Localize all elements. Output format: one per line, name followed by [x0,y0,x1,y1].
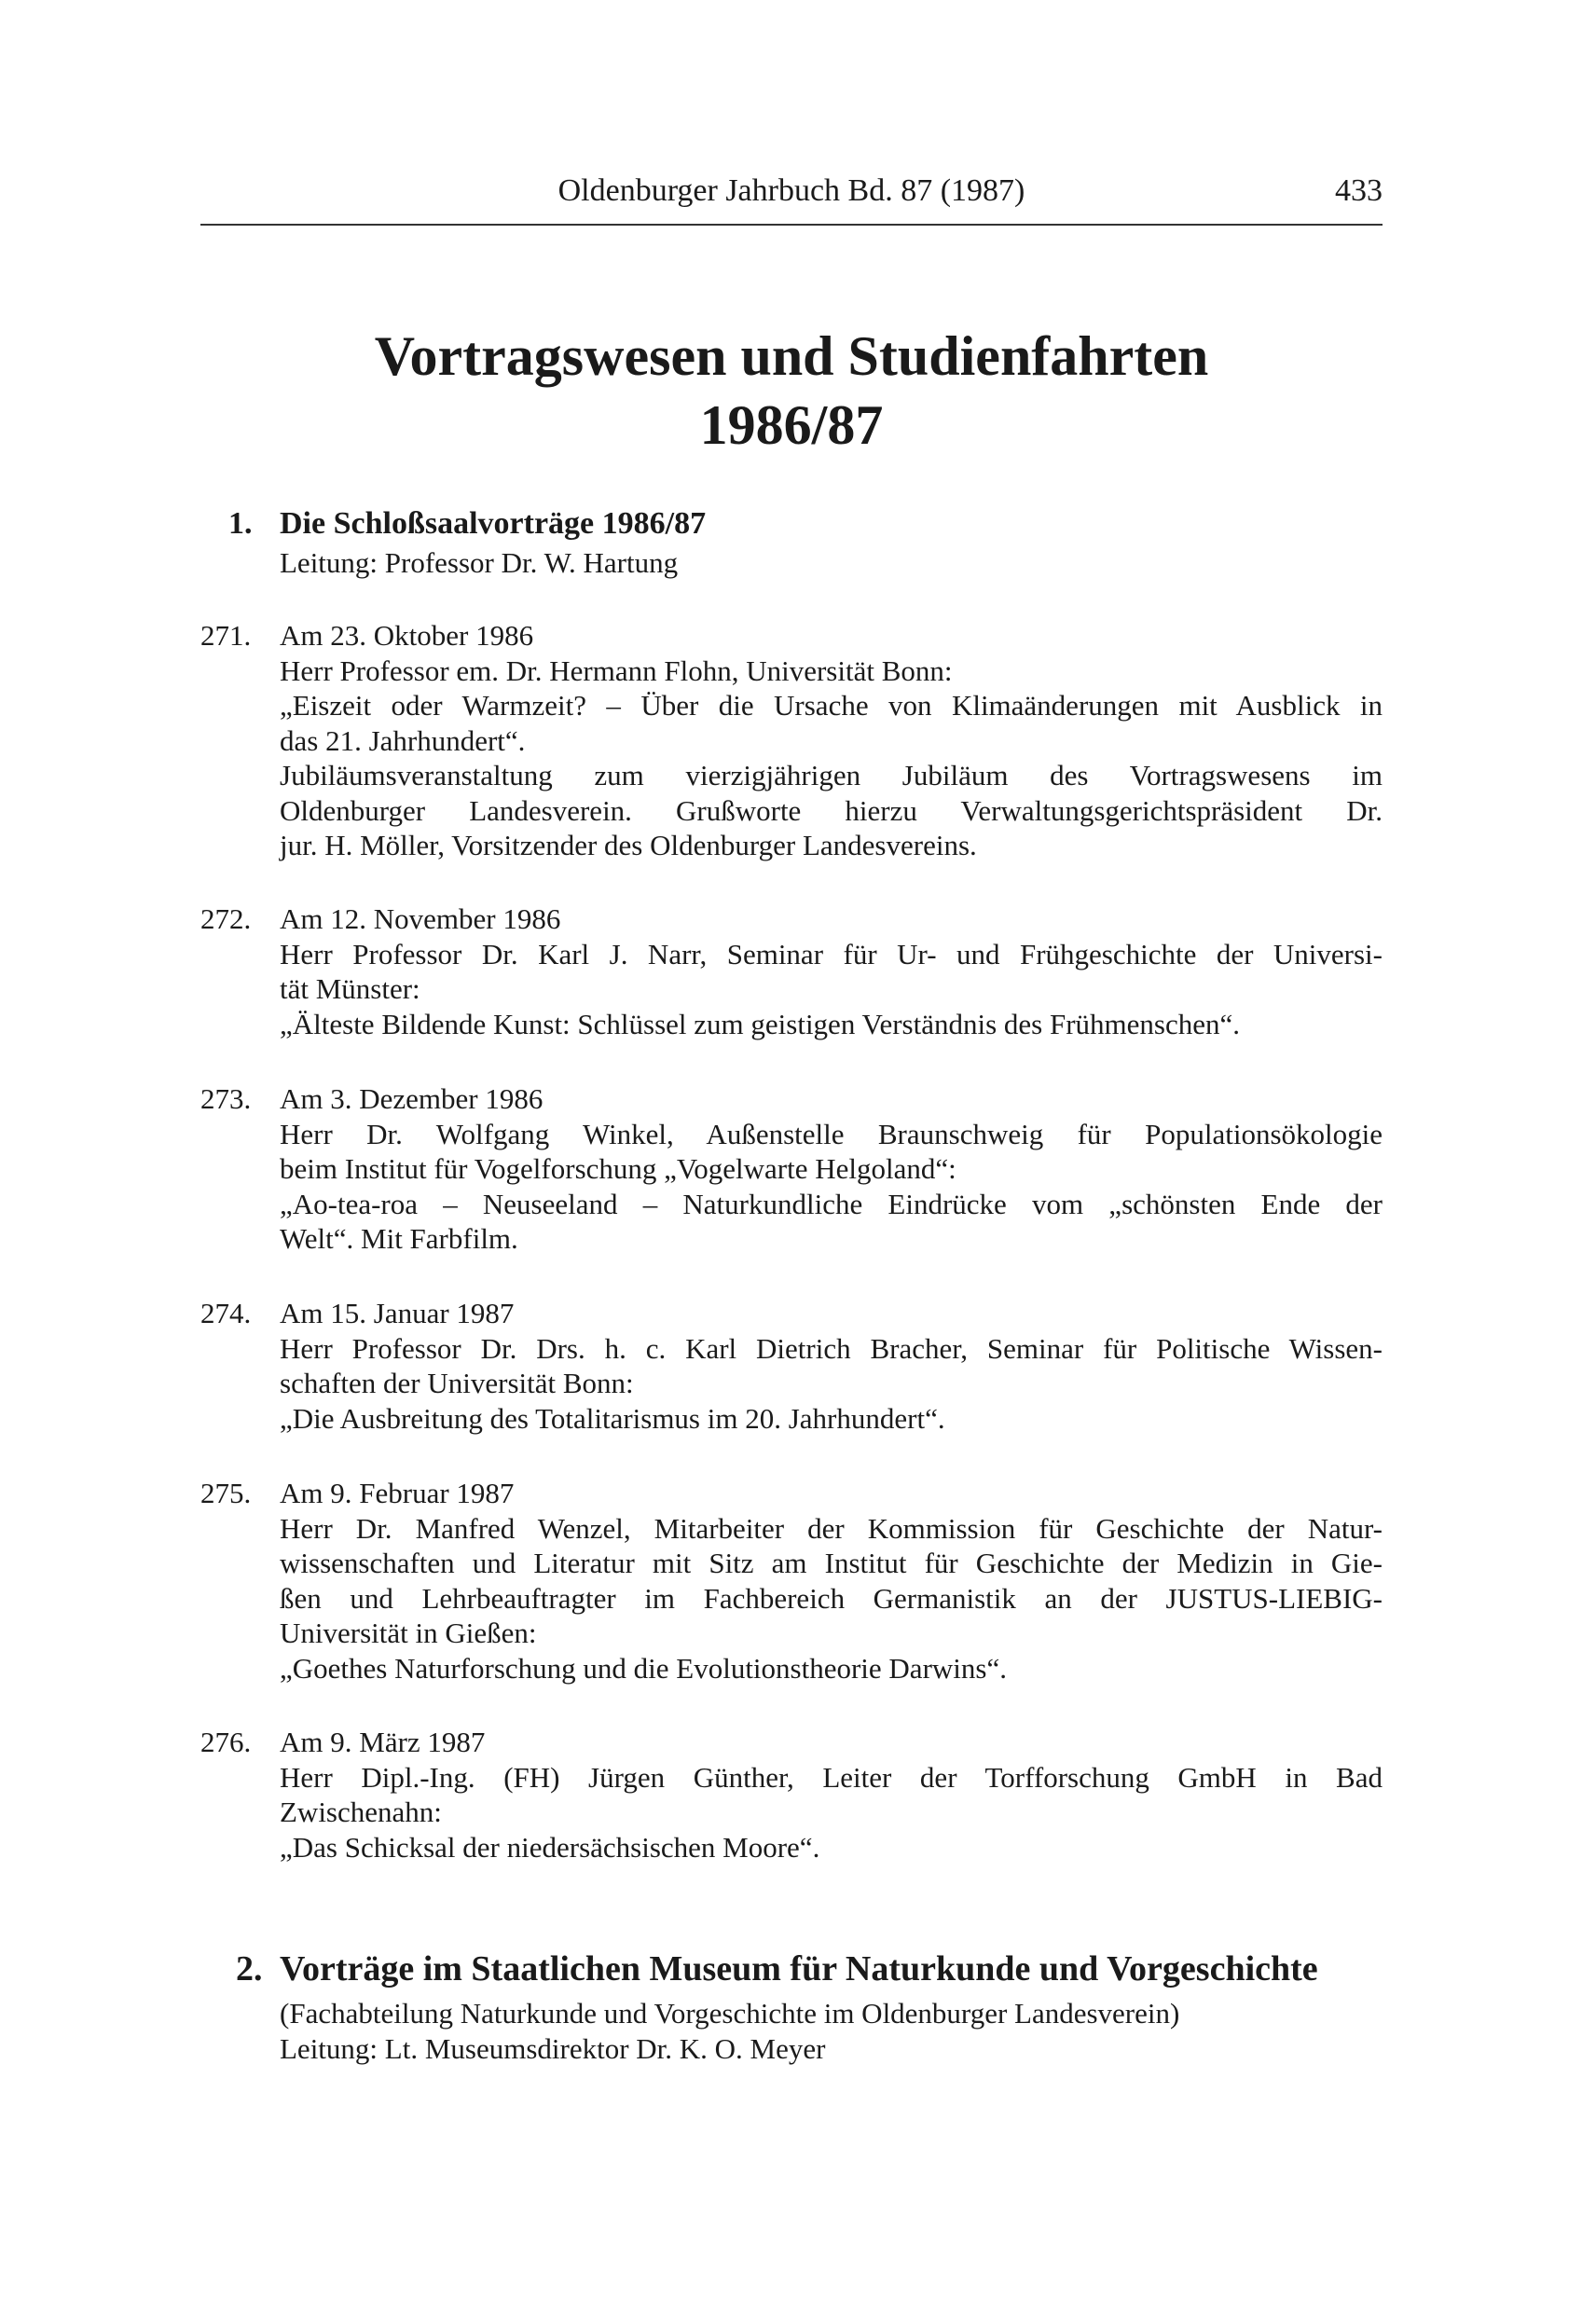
lecture-date: Am 23. Oktober 1986 [280,619,534,652]
lecture-number: 275. [200,1477,252,1509]
page-title-line-2: 1986/87 [699,394,884,456]
section-2-header [200,1948,1412,2079]
lecture-body [280,901,1383,1041]
lecture-text-line: „Älteste Bildende Kunst: Schlüssel zum geistigen Verständnis des Frühmenschen“. [280,1007,1241,1040]
lecture-text-line: „Eiszeit oder Warmzeit? – Über die Ursache von Klimaänderungen mit Ausblick in [280,689,1383,722]
lecture-text-line: Oldenburger Landesverein. Grußworte hierzu Verwaltungsgerichtspräsident Dr. [280,793,1383,827]
running-title: Oldenburger Jahrbuch Bd. 87 (1987) [557,173,1025,208]
lecture-entry-273 [200,1081,1383,1263]
section-number: 2. [236,1949,263,1989]
lecture-text-line: tät Münster: [280,972,420,1005]
running-head [200,173,1383,220]
lecture-text-line: Jubiläumsveranstaltung zum vierzigjährigen Jubiläum des Vortragswesens im [280,759,1383,791]
page-title-line-1: Vortragswesen und Studienfahrten [374,325,1209,387]
lecture-text-line: Herr Dr. Wolfgang Winkel, Außenstelle Braunschweig für Populationsökologie [280,1117,1383,1150]
lecture-entry-272 [200,901,1383,1051]
lecture-text-line: beim Institut für Vogelforschung „Vogelwarte Helgoland“: [280,1152,956,1185]
section-leitung: Leitung: Lt. Museumsdirektor Dr. K. O. Meyer [280,2032,826,2065]
section-subtitle: (Fachabteilung Naturkunde und Vorgeschichte im Oldenburger Landesverein) [280,1997,1180,2030]
lecture-number: 274. [200,1297,252,1329]
section-heading: Vorträge im Staatlichen Museum für Naturkunde und Vorgeschichte [280,1949,1318,1989]
lecture-text-line: das 21. Jahrhundert“. [280,723,526,757]
lecture-text-line: Herr Professor Dr. Karl J. Narr, Seminar für Ur- und Frühgeschichte der Universi- [280,937,1383,970]
lecture-text-line: Universität in Gießen: [280,1617,537,1649]
lecture-text-line: Herr Professor em. Dr. Hermann Flohn, Universität Bonn: [280,654,953,687]
lecture-text-line: Herr Dr. Manfred Wenzel, Mitarbeiter der Kommission für Geschichte der Natur- [280,1511,1383,1545]
lecture-text-line: schaften der Universität Bonn: [280,1367,634,1399]
lecture-text-line: Herr Dipl.-Ing. (FH) Jürgen Günther, Leiter der Torfforschung GmbH in Bad [280,1760,1383,1794]
page-number: 433 [1335,173,1383,208]
lecture-number: 271. [200,619,252,652]
lecture-text-line: jur. H. Möller, Vorsitzender des Oldenburger Landesvereins. [280,829,977,861]
section-heading: Die Schloßsaalvorträge 1986/87 [280,506,707,541]
lecture-date: Am 12. November 1986 [280,902,561,935]
section-leitung: Leitung: Professor Dr. W. Hartung [280,546,679,579]
lecture-text-line: Welt“. Mit Farbfilm. [280,1222,518,1255]
lecture-number: 272. [200,902,252,935]
lecture-text-line: „Goethes Naturforschung und die Evolutionstheorie Darwins“. [280,1651,1007,1685]
lecture-text-line: Zwischenahn: [280,1796,442,1828]
lecture-entry-274 [200,1296,1383,1445]
lecture-text-line: „Die Ausbreitung des Totalitarismus im 20. Jahrhundert“. [280,1401,945,1435]
lecture-text-line: „Das Schicksal der niedersächsischen Moore“. [280,1830,820,1864]
lecture-date: Am 15. Januar 1987 [280,1297,515,1329]
lecture-date: Am 3. Dezember 1986 [280,1082,543,1115]
lecture-text-line: wissenschaften und Literatur mit Sitz am Institut für Geschichte der Medizin in Gie- [280,1547,1383,1579]
lecture-body [280,618,1383,863]
lecture-entry-276 [200,1725,1383,1874]
lecture-body [280,1476,1383,1686]
lecture-entry-275 [200,1476,1383,1695]
lecture-date: Am 9. März 1987 [280,1726,486,1758]
lecture-body [280,1725,1383,1865]
header-rule [200,224,1383,226]
lecture-text-line: ßen und Lehrbeauftragter im Fachbereich Germanistik an der JUSTUS-LIEBIG- [280,1581,1383,1615]
section-1-header [200,506,1412,590]
lecture-body [280,1296,1383,1436]
lecture-number: 276. [200,1726,252,1758]
section-number: 1. [228,506,253,541]
lecture-body [280,1081,1383,1257]
lecture-number: 273. [200,1082,252,1115]
lecture-entry-271 [200,618,1383,870]
lecture-text-line: Herr Professor Dr. Drs. h. c. Karl Dietrich Bracher, Seminar für Politische Wissen- [280,1331,1383,1365]
lecture-date: Am 9. Februar 1987 [280,1477,515,1509]
lecture-text-line: „Ao-tea-roa – Neuseeland – Naturkundliche Eindrücke vom „schönsten Ende der [280,1187,1383,1220]
